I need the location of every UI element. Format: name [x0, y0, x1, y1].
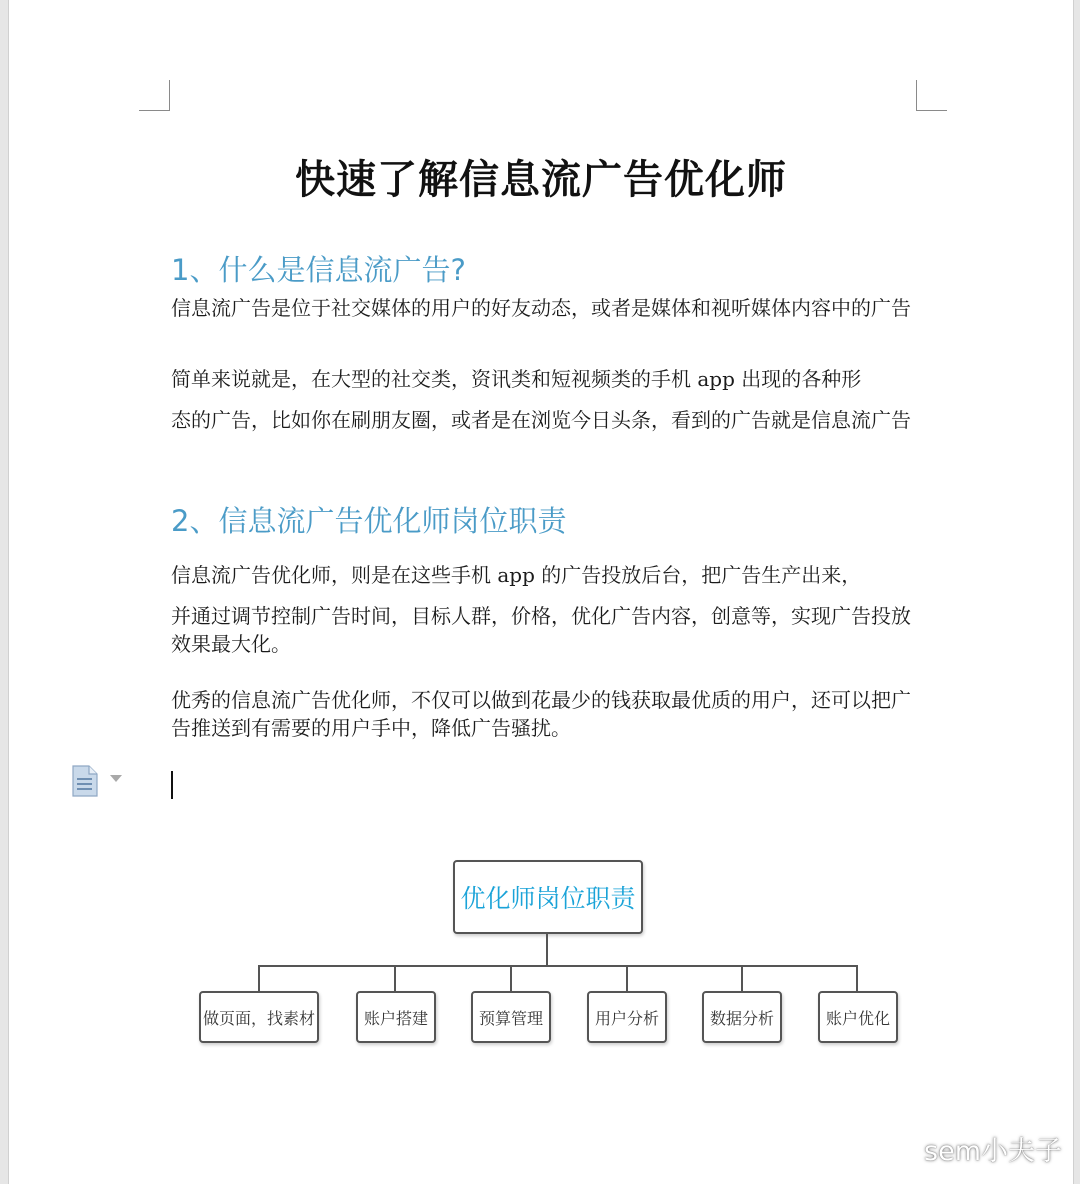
org-connector-5	[741, 965, 743, 992]
org-chart-root: 优化师岗位职责	[453, 860, 643, 934]
org-child-4: 用户分析	[587, 991, 667, 1043]
section-1-paragraph-3: 态的广告，比如你在刷朋友圈，或者是在浏览今日头条，看到的广告就是信息流广告	[171, 408, 911, 432]
org-child-1: 做页面，找素材	[199, 991, 319, 1043]
org-child-2: 账户搭建	[356, 991, 436, 1043]
watermark: sem小夫子	[924, 1136, 1062, 1167]
org-child-5: 数据分析	[702, 991, 782, 1043]
section-1-heading: 1、什么是信息流广告?	[171, 253, 466, 287]
chevron-down-icon[interactable]	[110, 775, 122, 782]
section-1-paragraph-2: 简单来说就是，在大型的社交类，资讯类和短视频类的手机 app 出现的各种形	[171, 367, 862, 391]
section-1-paragraph-1: 信息流广告是位于社交媒体的用户的好友动态，或者是媒体和视听媒体内容中的广告	[171, 296, 911, 320]
document-title: 快速了解信息流广告优化师	[295, 156, 787, 203]
org-connector-1	[258, 965, 260, 992]
document-page	[8, 0, 1074, 1184]
org-connector-6	[856, 965, 858, 992]
org-connector-vertical	[546, 932, 548, 966]
org-connector-3	[510, 965, 512, 992]
org-child-6: 账户优化	[818, 991, 898, 1043]
margin-corner-top-right	[916, 80, 947, 111]
section-2-heading: 2、信息流广告优化师岗位职责	[171, 504, 567, 538]
org-child-3: 预算管理	[471, 991, 551, 1043]
section-2-paragraph-3: 优秀的信息流广告优化师，不仅可以做到花最少的钱获取最优质的用户，还可以把广告推送到有需要的用户手中，降低广告骚扰。	[171, 688, 911, 740]
org-connector-4	[626, 965, 628, 992]
document-icon[interactable]	[72, 765, 98, 797]
org-connector-horizontal	[258, 965, 858, 967]
section-2-paragraph-1: 信息流广告优化师，则是在这些手机 app 的广告投放后台，把广告生产出来，	[171, 563, 862, 587]
text-cursor	[171, 771, 173, 799]
section-2-paragraph-2: 并通过调节控制广告时间，目标人群，价格，优化广告内容，创意等，实现广告投放效果最大化。	[171, 604, 911, 656]
org-connector-2	[394, 965, 396, 992]
margin-corner-top-left	[139, 80, 170, 111]
